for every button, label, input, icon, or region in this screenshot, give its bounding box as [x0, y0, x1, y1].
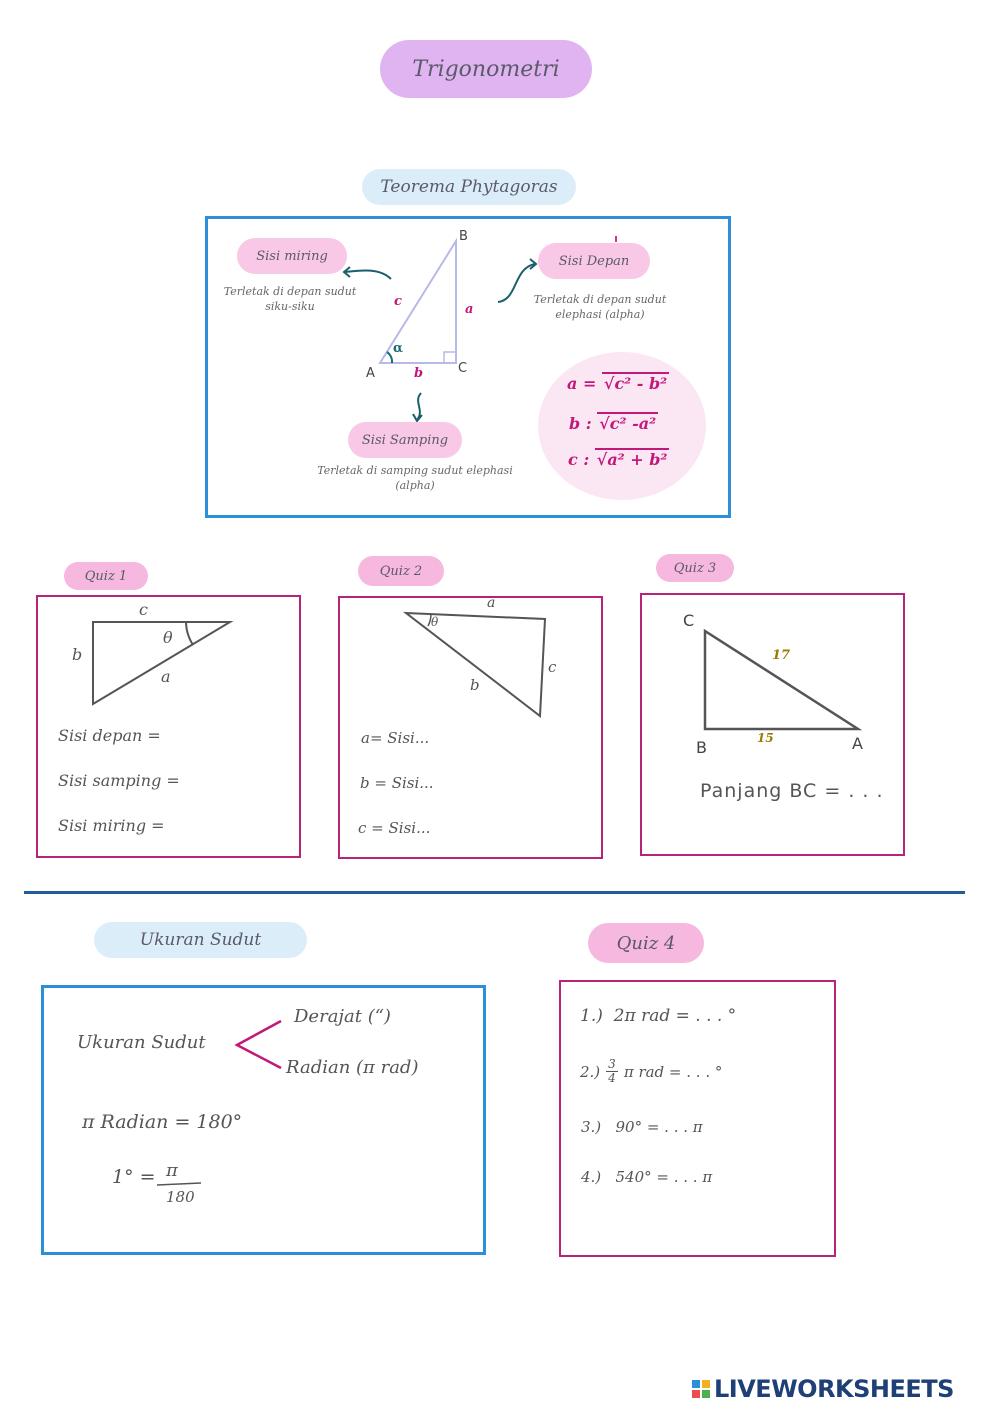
quiz1-label-a: a: [161, 667, 171, 686]
quiz3-length-ca: 17: [772, 648, 791, 663]
quiz3-question: Panjang BC = . . .: [700, 780, 884, 802]
angles-eq2-lhs: 1° =: [112, 1166, 156, 1188]
side-label-a: a: [465, 302, 474, 317]
formula-b: b : √c² -a²: [569, 414, 657, 433]
quiz2-pill: Quiz 2: [358, 556, 444, 586]
quiz2-label-a: a: [487, 595, 496, 611]
side-label-c: c: [394, 294, 402, 309]
hyp-pill: Sisi miring: [237, 238, 347, 274]
angles-branch-radian: Radian (π rad): [286, 1057, 419, 1078]
quiz4-pill: Quiz 4: [588, 923, 704, 963]
quiz1-pill: Quiz 1: [64, 562, 148, 590]
brand-logo-icon: [692, 1380, 710, 1398]
brand-name: LIVEWORKSHEETS: [714, 1375, 954, 1403]
angles-eq2-den: 180: [166, 1188, 195, 1206]
quiz4-item-2-fraction: 3 4: [608, 1057, 616, 1085]
angles-eq1: π Radian = 180°: [82, 1111, 243, 1133]
pythagoras-heading: Teorema Phytagoras: [362, 169, 576, 205]
quiz4-item-3: 3.) 90° = . . . π: [581, 1118, 703, 1136]
angles-eq2-num: π: [166, 1160, 178, 1181]
quiz1-label-c: c: [139, 600, 148, 619]
quiz3-label-a: A: [852, 734, 863, 753]
quiz4-item-4: 4.) 540° = . . . π: [581, 1168, 713, 1186]
vertex-a: A: [366, 366, 375, 381]
page-title: Trigonometri: [412, 56, 560, 82]
formula-c: c : √a² + b²: [568, 450, 668, 469]
quiz1-label-theta: θ: [163, 628, 173, 647]
quiz3-pill: Quiz 3: [656, 554, 734, 582]
quiz1-line-2: Sisi samping =: [58, 771, 180, 790]
vertex-b: B: [459, 229, 468, 244]
quiz2-label-b: b: [470, 676, 480, 694]
opp-pill: Sisi Depan: [538, 243, 650, 279]
angles-branch-degree: Derajat (“): [294, 1006, 391, 1027]
quiz2-line-1: a= Sisi...: [361, 729, 430, 747]
quiz2-label-c: c: [548, 658, 557, 676]
quiz4-item-2: 2.) 3 4 π rad = . . . °: [580, 1057, 723, 1085]
vertex-c: C: [458, 361, 468, 376]
quiz3-label-c: C: [683, 611, 695, 630]
quiz2-line-2: b = Sisi...: [360, 774, 434, 792]
brand-logo: [692, 1375, 954, 1403]
quiz3-length-ba: 15: [757, 731, 774, 745]
adj-pill: Sisi Samping: [348, 422, 462, 458]
quiz2-line-3: c = Sisi...: [358, 819, 431, 837]
hyp-note: Terletak di depan sudut siku-siku: [223, 285, 357, 313]
quiz3-label-b: B: [696, 738, 707, 757]
quiz1-label-b: b: [72, 645, 83, 664]
angle-label-alpha: α: [393, 341, 404, 356]
angles-heading: Ukuran Sudut: [94, 922, 307, 958]
quiz1-line-1: Sisi depan =: [58, 726, 161, 745]
quiz4-item-1: 1.) 2π rad = . . . °: [580, 1006, 737, 1026]
quiz2-label-theta: θ: [431, 615, 439, 629]
adj-note: Terletak di samping sudut elephasi (alpha): [317, 464, 513, 492]
angles-root: Ukuran Sudut: [77, 1032, 206, 1053]
quiz1-line-3: Sisi miring =: [58, 816, 165, 835]
opp-note: Terletak di depan sudut elephasi (alpha): [533, 293, 667, 321]
side-label-b: b: [414, 366, 424, 381]
formula-a: a = √c² - b²: [567, 374, 668, 393]
